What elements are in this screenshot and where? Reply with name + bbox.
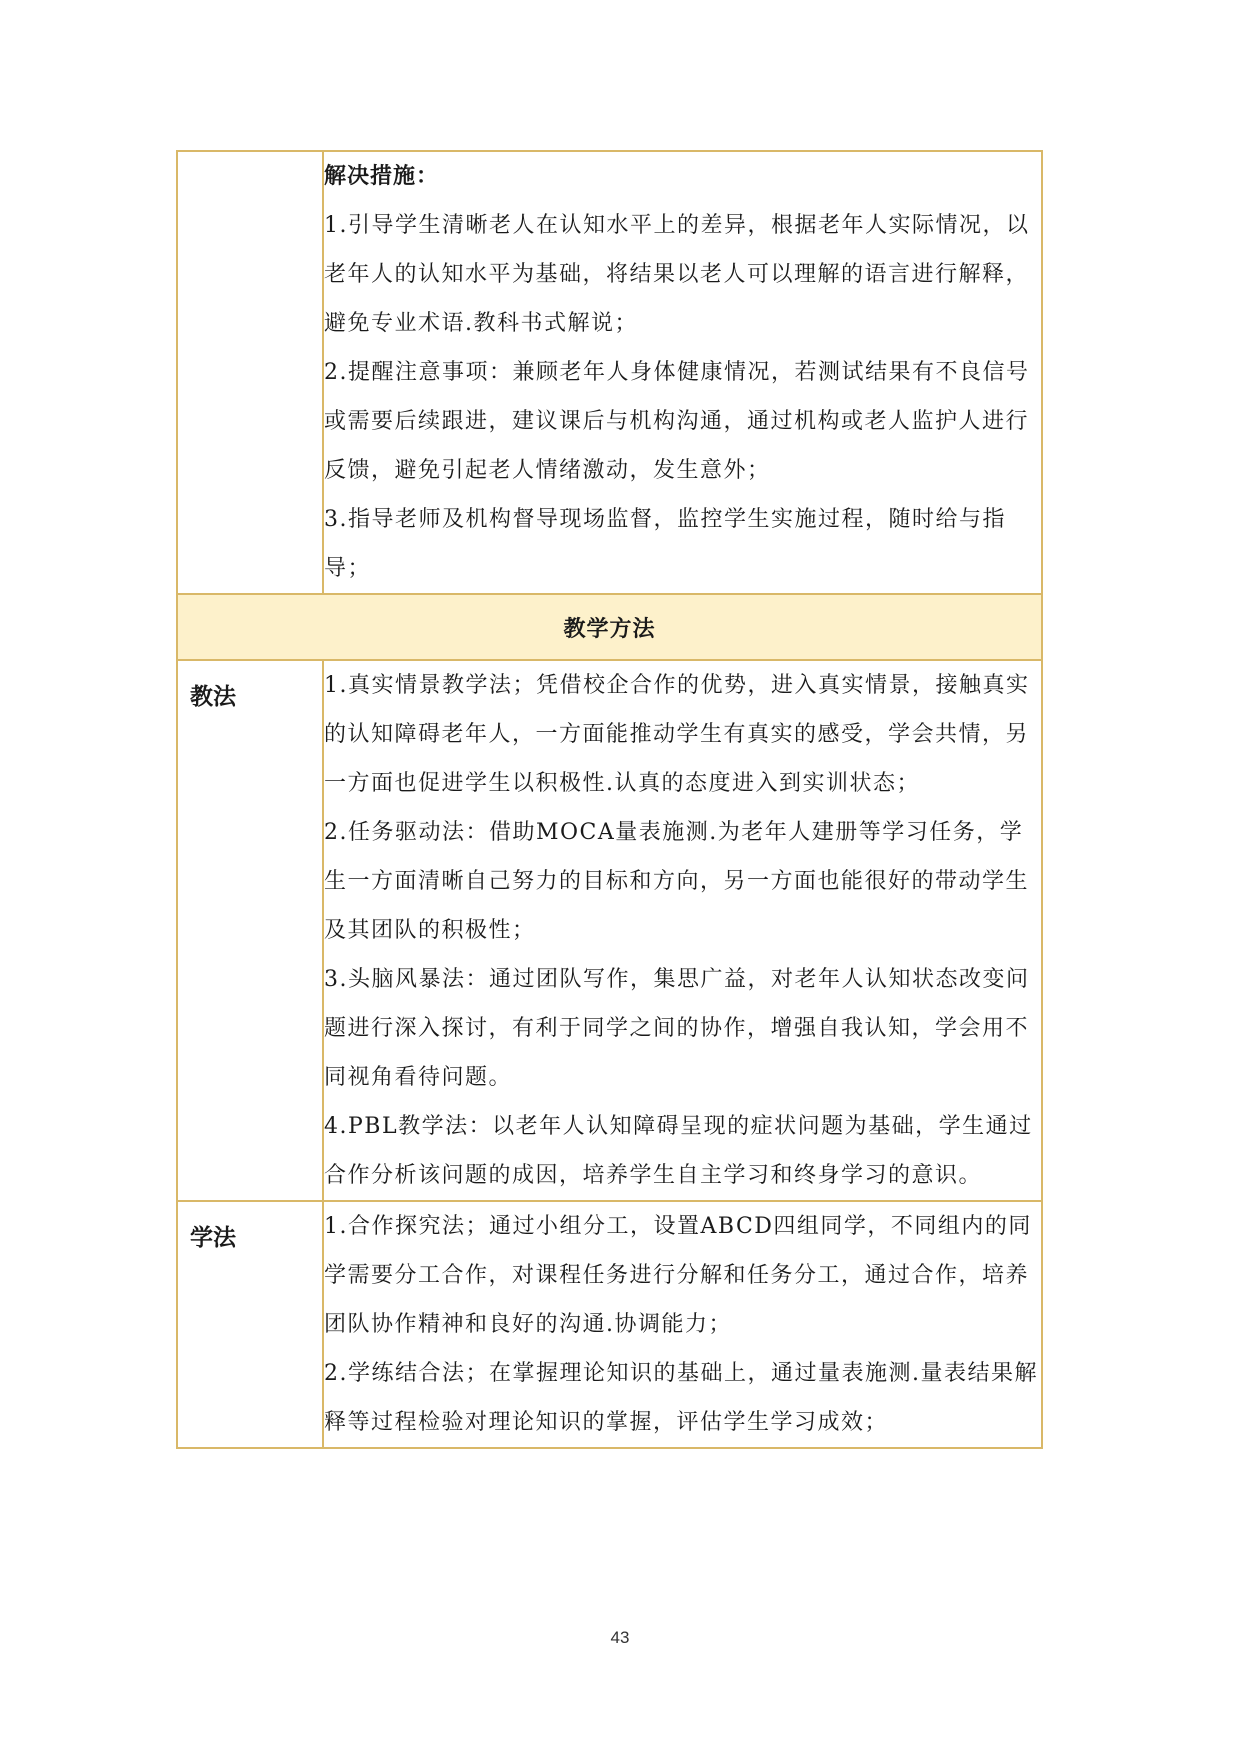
learning-label: 学法 — [190, 1225, 236, 1251]
teaching-plan-table — [176, 150, 1043, 1449]
teaching-item: 1.真实情景教学法；凭借校企合作的优势，进入真实情景，接触真实的认知障碍老年人，一方面能推动学生有真实的感受，学会共情，另一方面也促进学生以积极性.认真的态度进入到实训状态； — [324, 673, 1030, 796]
teaching-label-cell — [177, 660, 323, 1201]
teaching-label: 教法 — [190, 684, 236, 710]
section-title: 教学方法 — [563, 616, 656, 642]
learning-method-row — [177, 1201, 1042, 1448]
solution-item: 1.引导学生清晰老人在认知水平上的差异，根据老年人实际情况，以老年人的认知水平为基础，将结果以老人可以理解的语言进行解释，避免专业术语.教科书式解说； — [324, 213, 1030, 336]
solution-item: 3.指导老师及机构督导现场监督，监控学生实施过程，随时给与指导； — [324, 507, 1006, 581]
section-header-cell — [177, 594, 1042, 660]
empty-label-cell — [177, 151, 323, 594]
solution-cell — [323, 151, 1042, 594]
section-header-row — [177, 594, 1042, 660]
solution-heading: 解决措施： — [324, 164, 440, 189]
learning-item: 2.学练结合法；在掌握理论知识的基础上，通过量表施测.量表结果解释等过程检验对理论知识的掌握，评估学生学习成效； — [324, 1361, 1038, 1435]
learning-item: 1.合作探究法；通过小组分工，设置ABCD四组同学，不同组内的同学需要分工合作，对课程任务进行分解和任务分工，通过合作，培养团队协作精神和良好的沟通.协调能力； — [324, 1214, 1032, 1337]
teaching-item: 4.PBL教学法：以老年人认知障碍呈现的症状问题为基础，学生通过合作分析该问题的成因，培养学生自主学习和终身学习的意识。 — [324, 1114, 1033, 1188]
solution-row — [177, 151, 1042, 594]
teaching-method-row — [177, 660, 1042, 1201]
teaching-item: 2.任务驱动法：借助MOCA量表施测.为老年人建册等学习任务，学生一方面清晰自己努力的目标和方向，另一方面也能很好的带动学生及其团队的积极性； — [324, 820, 1030, 943]
page-number: 43 — [610, 1628, 630, 1647]
teaching-item: 3.头脑风暴法：通过团队写作，集思广益，对老年人认知状态改变问题进行深入探讨，有利于同学之间的协作，增强自我认知，学会用不同视角看待问题。 — [324, 967, 1030, 1090]
solution-item: 2.提醒注意事项：兼顾老年人身体健康情况，若测试结果有不良信号或需要后续跟进，建议课后与机构沟通，通过机构或老人监护人进行反馈，避免引起老人情绪激动，发生意外； — [324, 360, 1030, 483]
teaching-content-cell — [323, 660, 1042, 1201]
learning-label-cell — [177, 1201, 323, 1448]
learning-content-cell — [323, 1201, 1042, 1448]
